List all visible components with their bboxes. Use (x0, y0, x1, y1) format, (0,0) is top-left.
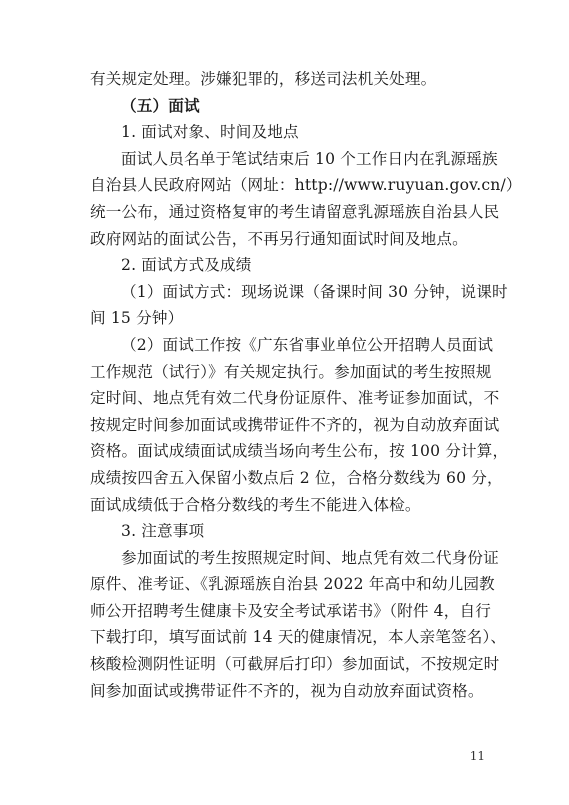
text-line: （2）面试工作按《广东省事业单位公开招聘人员面试 (121, 335, 494, 354)
text-line: 参加面试的考生按照规定时间、地点凭有效二代身份证 (121, 548, 499, 567)
document-body (90, 66, 522, 704)
text-line: （1）面试方式：现场说课（备课时间 30 分钟，说课时 (121, 282, 508, 301)
text-line: 资格。面试成绩面试成绩当场向考生公布，按 100 分计算， (90, 442, 509, 461)
text-line: 间参加面试或携带证件不齐的，视为自动放弃面试资格。 (90, 681, 484, 700)
text-line: 统一公布，通过资格复审的考生请留意乳源瑶族自治县人民 (90, 202, 500, 221)
text-line: 下载打印，填写面试前 14 天的健康情况，本人亲笔签名）、 (90, 628, 507, 647)
text-line: 核酸检测阴性证明（可截屏后打印）参加面试，不按规定时 (90, 655, 500, 674)
text-line: 2. 面试方式及成绩 (121, 256, 252, 275)
text-line: 1. 面试对象、时间及地点 (121, 123, 299, 142)
text-line: 面试人员名单于笔试结束后 10 个工作日内在乳源瑶族 (121, 149, 498, 168)
text-line: 间 15 分钟） (90, 309, 184, 328)
text-line: 原件、准考证、《乳源瑶族自治县 2022 年高中和幼儿园教 (90, 575, 495, 594)
text-line: 成绩按四舍五入保留小数点后 2 位，合格分数线为 60 分， (90, 468, 503, 487)
text-line: 定时间、地点凭有效二代身份证原件、准考证参加面试，不 (90, 389, 500, 408)
text-line: 3. 注意事项 (121, 522, 205, 541)
text-line: 有关规定处理。涉嫌犯罪的，移送司法机关处理。 (90, 70, 437, 88)
text-line: 师公开招聘考生健康卡及安全考试承诺书》（附件 4，自行 (90, 601, 491, 620)
text-line: 按规定时间参加面试或携带证件不齐的，视为自动放弃面试 (90, 415, 500, 434)
section-heading: （五）面试 (121, 95, 200, 115)
text-line: 工作规范（试行）》有关规定执行。参加面试的考生按照规 (90, 362, 492, 381)
text-line: 自治县人民政府网站（网址：http://www.ruyuan.gov.cn/） (90, 176, 522, 195)
text-line: 面试成绩低于合格分数线的考生不能进入体检。 (90, 495, 421, 514)
page-number: 11 (469, 749, 485, 763)
text-line: 政府网站的面试公告，不再另行通知面试时间及地点。 (90, 229, 468, 248)
